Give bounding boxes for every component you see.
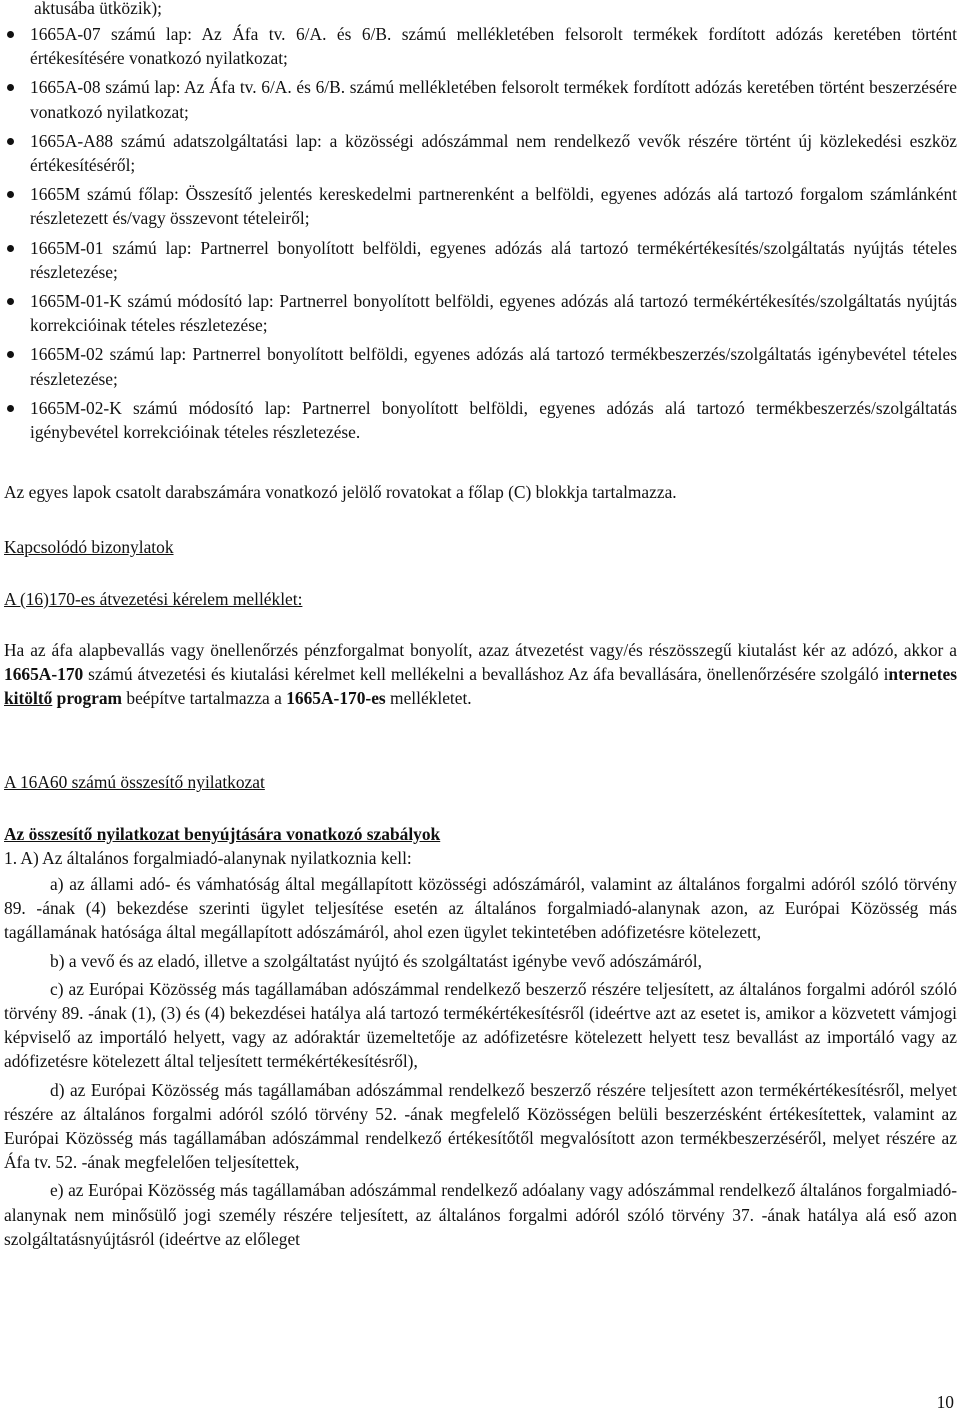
rules-heading: Az összesítő nyilatkozat benyújtására vonatkozó szabályok — [4, 824, 441, 844]
bullet-icon — [7, 405, 14, 412]
page-number: 10 — [936, 1392, 954, 1412]
transfer-heading: A (16)170-es átvezetési kérelem melléklet: — [4, 589, 303, 609]
bullet-icon — [7, 351, 14, 358]
attachments-note: Az egyes lapok csatolt darabszámára vonatkozó jelölő rovatokat a főlap (C) blokkja tartalmazza. — [4, 482, 677, 502]
bullet-icon — [7, 191, 14, 198]
summary-heading: A 16A60 számú összesítő nyilatkozat — [4, 772, 265, 792]
bullet-icon — [7, 298, 14, 305]
list-item: 1665M-02 számú lap: Partnerrel bonyolított belföldi, egyenes adózás alá tartozó termékbeszerzés/szolgáltatás igénybevétel tételes részletezése; — [4, 342, 957, 390]
list-item: e) az Európai Közösség más tagállamában adószámmal rendelkező adóalany vagy adószámmal rendelkező általános forgalmiadó-alanynak nem minősülő jogi személy részére teljesített, az általános forgalmi adóról szóló törvény 37. -ának hatálya alá eső azon szolgáltatásnyújtásról (ideértve az előleget — [4, 1180, 957, 1249]
bullet-icon — [7, 245, 14, 252]
rules-intro: 1. A) Az általános forgalmiadó-alanynak nyilatkoznia kell: — [4, 848, 412, 868]
list-item: 1665A-08 számú lap: Az Áfa tv. 6/A. és 6/B. számú mellékletében felsorolt termékek fordított adózás keretében történt beszerzésére vonatkozó nyilatkozat; — [4, 75, 957, 123]
list-item: c) az Európai Közösség más tagállamában adószámmal rendelkező beszerző részére teljesített, az általános forgalmi adóról szóló törvény 89. -ának (1), (3) és (4) bekezdései hatálya alá tartozó termékértékesítésről (ideértve azt az esetet is, amikor a közvetett vámjogi képviselő az importáló helyett, vagy az adóraktár üzemeltetője az adófizetésre kötelezett helyett tesz bevallást az importáló vagy az adófizetésre kötelezett által teljesített termékértékesítésről), — [4, 978, 957, 1072]
related-docs-heading: Kapcsolódó bizonylatok — [4, 537, 174, 557]
list-item: 1665M-02-K számú módosító lap: Partnerrel bonyolított belföldi, egyenes adózás alá tartozó termékbeszerzés/szolgáltatás igénybevétel korrekcióinak tételes részletezése. — [4, 396, 957, 444]
bullet-icon — [7, 138, 14, 145]
list-item: 1665M-01-K számú módosító lap: Partnerrel bonyolított belföldi, egyenes adózás alá tartozó termékértékesítés/szolgáltatás nyújtás korrekcióinak tételes részletezése; — [4, 289, 957, 337]
list-item: a) az állami adó- és vámhatóság által megállapított közösségi adószámáról, valamint az általános forgalmi adóról szóló törvény 89. -ának (4) bekezdése szerinti ügylet teljesítése esetén az általános forgalmiadó-alanynak azon, az Európai Közösség más tagállamának hatósága által megállapított adószámáról, ahol ezen ügylet tekintetében adófizetésre kötelezett, — [4, 874, 957, 943]
bullet-icon — [7, 84, 14, 91]
list-item: b) a vevő és az eladó, illetve a szolgáltatást nyújtó és szolgáltatást igénybe vevő adószámáról, — [50, 950, 702, 971]
list-item: 1665M-01 számú lap: Partnerrel bonyolított belföldi, egyenes adózás alá tartozó termékértékesítés/szolgáltatás nyújtás tételes részletezése; — [4, 236, 957, 284]
list-item: 1665A-07 számú lap: Az Áfa tv. 6/A. és 6/B. számú mellékletében felsorolt termékek fordított adózás keretében történt értékesítésére vonatkozó nyilatkozat; — [4, 22, 957, 70]
transfer-paragraph: Ha az áfa alapbevallás vagy önellenőrzés pénzforgalmat bonyolít, azaz átvezetést vagy/és részösszegű kiutalást kér az adózó, akkor a 1665A-170 számú átvezetési és kiutalási kérelmet kell mellékelni a bevalláshoz Az áfa bevallására, önellenőrzésére szolgáló internetes kitöltő program beépítve tartalmazza a 1665A-170-es mellékletet. — [4, 640, 957, 709]
intro-fragment: aktusába ütközik); — [34, 0, 162, 18]
list-item: 1665M számú főlap: Összesítő jelentés kereskedelmi partnerenként a belföldi, egyenes adózás alá tartozó forgalom számlánként részletezett és/vagy összevont tételeiről; — [4, 182, 957, 230]
bullet-icon — [7, 31, 14, 38]
list-item: d) az Európai Közösség más tagállamában adószámmal rendelkező beszerző részére teljesített azon termékértékesítésről, melyet részére az általános forgalmi adóról szóló törvény 52. -ának megfelelő Közösségen belüli beszerzésként értékesítettek, valamint az Európai Közösség más tagállamában adószámmal rendelkező értékesítőtől megvalósított azon termékbeszerzéséről, melyet részére az Áfa tv. 52. -ának megfelelően teljesítettek, — [4, 1079, 957, 1173]
form-list — [4, 22, 957, 449]
list-item: 1665A-A88 számú adatszolgáltatási lap: a közösségi adószámmal nem rendelkező vevők részére történt új közlekedési eszköz értékesítéséről; — [4, 129, 957, 177]
rules-list — [4, 872, 957, 1251]
